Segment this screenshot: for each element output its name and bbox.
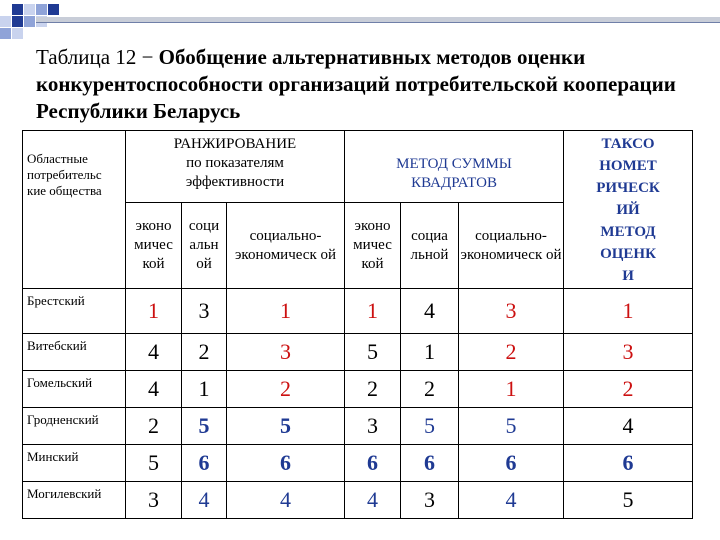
subheader-cell: эконо мичес кой: [126, 203, 182, 289]
value-cell: 1: [182, 371, 227, 408]
header-divider-line: [36, 22, 720, 23]
title-prefix: Таблица 12 −: [36, 45, 159, 69]
value-cell: 1: [564, 289, 693, 334]
value-cell: 2: [182, 334, 227, 371]
value-cell: 3: [227, 334, 345, 371]
taxonomic-header: ТАКСО НОМЕТ РИЧЕСК ИЙ МЕТОД ОЦЕНК И: [564, 131, 693, 289]
value-cell: 4: [126, 371, 182, 408]
table-row: [23, 371, 693, 408]
subheader-cell: социально- экономическ ой: [459, 203, 564, 289]
value-cell: 3: [126, 482, 182, 519]
value-cell: 6: [227, 445, 345, 482]
table-row: [23, 289, 693, 334]
region-name: Гомельский: [23, 371, 126, 408]
value-cell: 4: [401, 289, 459, 334]
value-cell: 2: [401, 371, 459, 408]
region-name: Брестский: [23, 289, 126, 334]
sum-squares-header: МЕТОД СУММЫ КВАДРАТОВ: [345, 131, 564, 203]
value-cell: 4: [227, 482, 345, 519]
value-cell: 3: [401, 482, 459, 519]
value-cell: 1: [345, 289, 401, 334]
value-cell: 4: [459, 482, 564, 519]
value-cell: 3: [564, 334, 693, 371]
value-cell: 4: [564, 408, 693, 445]
subheader-cell: эконо мичес кой: [345, 203, 401, 289]
value-cell: 5: [126, 445, 182, 482]
value-cell: 5: [564, 482, 693, 519]
region-name: Минский: [23, 445, 126, 482]
value-cell: 5: [345, 334, 401, 371]
value-cell: 1: [227, 289, 345, 334]
comparison-table: [22, 130, 693, 519]
value-cell: 4: [126, 334, 182, 371]
value-cell: 2: [227, 371, 345, 408]
value-cell: 2: [564, 371, 693, 408]
subheader-cell: соци альн ой: [182, 203, 227, 289]
value-cell: 1: [126, 289, 182, 334]
subheader-cell: социально- экономическ ой: [227, 203, 345, 289]
value-cell: 2: [345, 371, 401, 408]
value-cell: 5: [459, 408, 564, 445]
ranking-subtitle: по показателям эффективности: [185, 155, 285, 190]
value-cell: 6: [564, 445, 693, 482]
title-main: Обобщение альтернативных методов оценки конкурентоспособности организаций потребительской кооперации Республики Беларусь: [36, 45, 676, 123]
ranking-title: РАНЖИРОВАНИЕ: [173, 136, 297, 152]
table-row: [23, 408, 693, 445]
value-cell: 6: [401, 445, 459, 482]
region-name: Гродненский: [23, 408, 126, 445]
value-cell: 3: [182, 289, 227, 334]
table-row: [23, 445, 693, 482]
value-cell: 5: [401, 408, 459, 445]
region-name: Витебский: [23, 334, 126, 371]
ranking-header: [126, 131, 345, 203]
table-row: [23, 334, 693, 371]
region-column-header: Областные потребительс кие общества: [23, 131, 126, 289]
value-cell: 5: [182, 408, 227, 445]
value-cell: 4: [345, 482, 401, 519]
value-cell: 6: [182, 445, 227, 482]
value-cell: 6: [345, 445, 401, 482]
value-cell: 3: [459, 289, 564, 334]
value-cell: 3: [345, 408, 401, 445]
subheader-cell: социа льной: [401, 203, 459, 289]
value-cell: 1: [459, 371, 564, 408]
value-cell: 2: [459, 334, 564, 371]
value-cell: 1: [401, 334, 459, 371]
page-title: [36, 44, 696, 125]
table-row: [23, 482, 693, 519]
region-name: Могилевский: [23, 482, 126, 519]
value-cell: 5: [227, 408, 345, 445]
value-cell: 6: [459, 445, 564, 482]
value-cell: 2: [126, 408, 182, 445]
value-cell: 4: [182, 482, 227, 519]
